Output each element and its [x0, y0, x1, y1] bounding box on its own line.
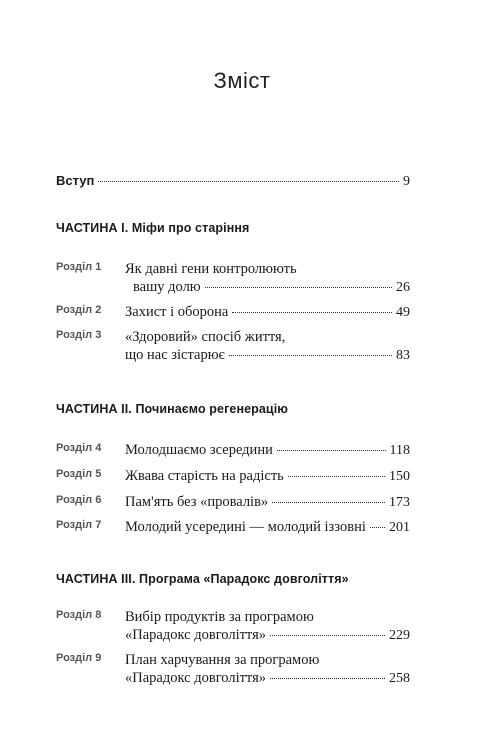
chapter-label: Розділ 6 — [56, 494, 102, 506]
chapter-label: Розділ 8 — [56, 609, 102, 621]
dot-leader — [370, 527, 385, 528]
dot-leader — [277, 450, 386, 451]
page-number: 150 — [389, 469, 410, 484]
dot-leader — [205, 287, 392, 288]
chapter-title-line: Захист і оборона — [125, 304, 229, 320]
page-number: 118 — [389, 443, 410, 458]
chapter-label: Розділ 4 — [56, 442, 102, 454]
chapter-label: Розділ 9 — [56, 652, 102, 664]
page-number: 173 — [389, 495, 410, 510]
chapter-title-line: «Парадокс довголіття» — [125, 627, 266, 643]
dot-leader — [232, 312, 392, 313]
dot-leader — [98, 181, 399, 182]
chapter-title-line: «Здоровий» спосіб життя, — [125, 329, 286, 345]
page-number: 9 — [403, 174, 410, 189]
chapter-title-line: «Парадокс довголіття» — [125, 670, 266, 686]
chapter-label: Розділ 3 — [56, 329, 102, 341]
dot-leader — [229, 355, 392, 356]
page-number: 201 — [389, 520, 410, 535]
chapter-title-line: План харчування за програмою — [125, 652, 320, 668]
chapter-title-line: Молодшаємо зсередини — [125, 442, 273, 458]
chapter-label: Розділ 2 — [56, 304, 102, 316]
page-number: 26 — [396, 280, 410, 295]
page-number: 49 — [396, 305, 410, 320]
chapter-label: Розділ 7 — [56, 519, 102, 531]
chapter-title-line: вашу долю — [133, 279, 201, 295]
chapter-label: Розділ 1 — [56, 261, 102, 273]
dot-leader — [270, 635, 385, 636]
page-number: 83 — [396, 348, 410, 363]
chapter-title-line: Молодий усередині — молодий іззовні — [125, 519, 366, 535]
dot-leader — [272, 502, 385, 503]
chapter-title-line: Вибір продуктів за програмою — [125, 609, 314, 625]
page-title: Зміст — [213, 68, 271, 93]
part-heading-2: ЧАСТИНА II. Починаємо регенерацію — [56, 402, 289, 416]
dot-leader — [288, 476, 385, 477]
part-heading-3: ЧАСТИНА III. Програма «Парадокс довголіття» — [56, 572, 349, 586]
toc-intro-entry[interactable] — [56, 173, 410, 190]
page-number: 258 — [389, 671, 410, 686]
intro-label: Вступ — [56, 173, 95, 188]
chapter-title-line: Пам'ять без «провалів» — [125, 494, 269, 510]
part-heading-1: ЧАСТИНА I. Міфи про старіння — [56, 221, 250, 235]
dot-leader — [270, 678, 385, 679]
chapter-label: Розділ 5 — [56, 468, 102, 480]
page-number: 229 — [389, 628, 410, 643]
chapter-title-line: Як давні гени контролюють — [125, 261, 297, 277]
chapter-title-line: що нас зістарює — [125, 347, 225, 363]
chapter-title-line: Жвава старість на радість — [125, 468, 284, 484]
